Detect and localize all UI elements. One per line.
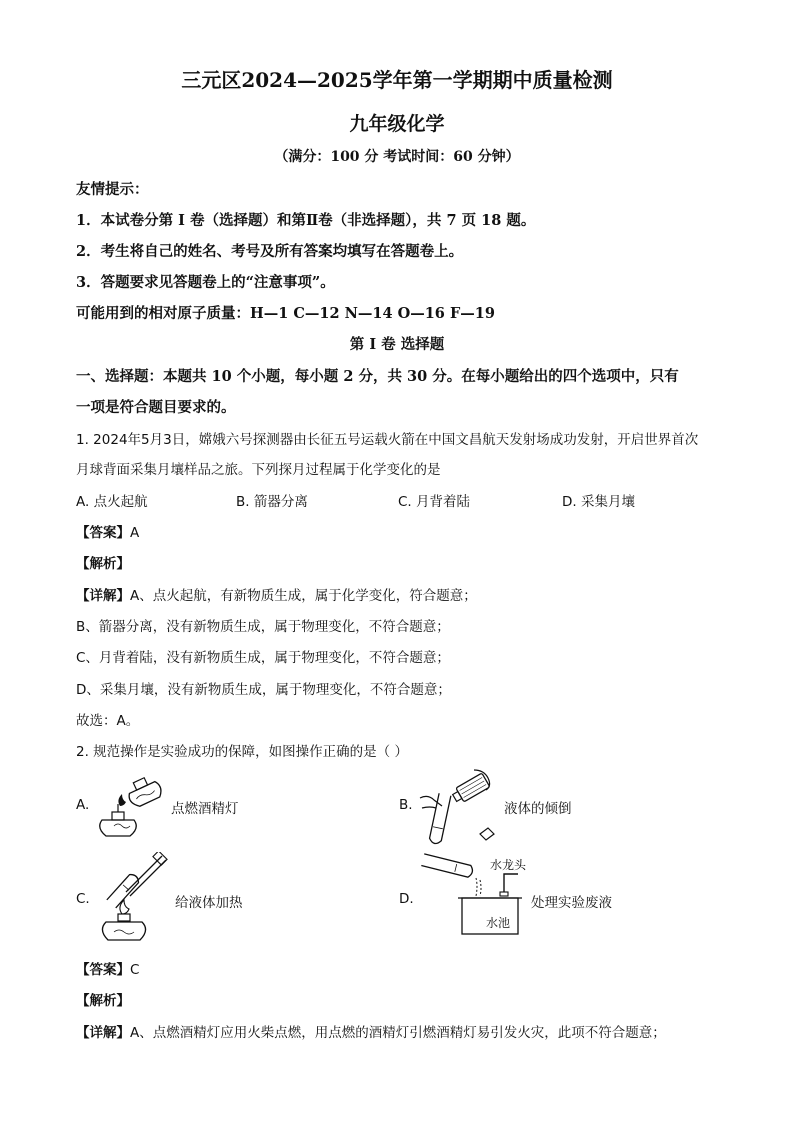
q1-analysis-tag: 【解析】 — [76, 556, 130, 572]
q1-detail-line-1 — [76, 584, 477, 604]
q1-answer — [76, 521, 139, 541]
section-instructions-2: 一项是符合题目要求的。 — [76, 399, 236, 416]
q2-option-d-label: 处理实验废液 — [531, 895, 612, 911]
q2-figure-c — [92, 852, 172, 944]
q2-option-a-letter: A. — [76, 797, 90, 813]
q2-option-b-letter: B. — [399, 797, 413, 813]
q2-answer-tag: 【答案】 — [76, 962, 130, 978]
q1-detail-tag: 【详解】 — [76, 588, 130, 604]
q2-answer-value: C — [130, 962, 140, 978]
q2-detail-text-1: A、点燃酒精灯应用火柴点燃，用点燃的酒精灯引燃酒精灯易引发火灾，此项不符合题意； — [130, 1025, 666, 1041]
q2-figure-d-faucet-label: 水龙头 — [490, 858, 527, 872]
exam-title: 三元区2024—2025学年第一学期期中质量检测 — [181, 68, 613, 92]
q2-option-a-label: 点燃酒精灯 — [171, 801, 239, 817]
exam-subtitle: 九年级化学 — [349, 113, 445, 135]
q1-detail-text-1: A、点火起航，有新物质生成，属于化学变化，符合题意； — [130, 588, 477, 604]
alcohol-lamp-lighting-illustration — [92, 770, 172, 842]
q1-option-b: B. 箭器分离 — [236, 494, 308, 510]
q2-option-d-letter: D. — [399, 891, 414, 907]
exam-meta: （满分：100 分 考试时间：60 分钟） — [274, 149, 520, 165]
q1-conclusion: 故选：A。 — [76, 713, 140, 729]
notice-item-1: 1．本试卷分第 I 卷（选择题）和第Ⅱ卷（非选择题），共 7 页 18 题。 — [76, 212, 536, 229]
q2-figure-d-sink-label: 水池 — [486, 916, 511, 930]
q2-option-b-label: 液体的倾倒 — [504, 801, 572, 817]
section-instructions-1: 一、选择题：本题共 10 个小题，每小题 2 分，共 30 分。在每小题给出的四个选项中，只有 — [76, 368, 679, 385]
q2-detail-tag: 【详解】 — [76, 1025, 130, 1041]
notice-heading: 友情提示： — [76, 181, 149, 198]
q1-stem-line-1: 1. 2024年5月3日，嫦娥六号探测器由长征五号运载火箭在中国文昌航天发射场成功发射，开启世界首次 — [76, 432, 699, 448]
q1-answer-value: A — [130, 525, 140, 541]
q2-analysis-tag: 【解析】 — [76, 993, 130, 1009]
q2-detail-line-1 — [76, 1021, 666, 1041]
q2-option-c-letter: C. — [76, 891, 90, 907]
notice-item-2: 2．考生将自己的姓名、考号及所有答案均填写在答题卷上。 — [76, 243, 464, 260]
q2-figure-b — [416, 768, 502, 852]
section-title: 第 I 卷 选择题 — [349, 336, 445, 353]
q1-stem-line-2: 月球背面采集月壤样品之旅。下列探月过程属于化学变化的是 — [76, 462, 441, 478]
q1-option-d: D. 采集月壤 — [562, 494, 635, 510]
q2-figure-a — [92, 770, 172, 842]
q2-stem: 2. 规范操作是实验成功的保障，如图操作正确的是（ ） — [76, 744, 408, 760]
q1-answer-tag: 【答案】 — [76, 525, 130, 541]
q2-answer — [76, 958, 139, 978]
q1-detail-line-3: C、月背着陆，没有新物质生成，属于物理变化，不符合题意； — [76, 650, 450, 666]
atomic-masses: 可能用到的相对原子质量：H—1 C—12 N—14 O—16 F—19 — [76, 305, 495, 322]
q2-option-c-label: 给液体加热 — [175, 895, 243, 911]
q1-detail-line-2: B、箭器分离，没有新物质生成，属于物理变化，不符合题意； — [76, 619, 450, 635]
liquid-heating-illustration — [92, 852, 172, 944]
q1-detail-line-4: D、采集月壤，没有新物质生成，属于物理变化，不符合题意； — [76, 682, 451, 698]
liquid-pouring-illustration — [416, 768, 502, 852]
notice-item-3: 3．答题要求见答题卷上的“注意事项”。 — [76, 274, 335, 291]
q1-option-c: C. 月背着陆 — [398, 494, 471, 510]
q1-option-a: A. 点火起航 — [76, 494, 148, 510]
